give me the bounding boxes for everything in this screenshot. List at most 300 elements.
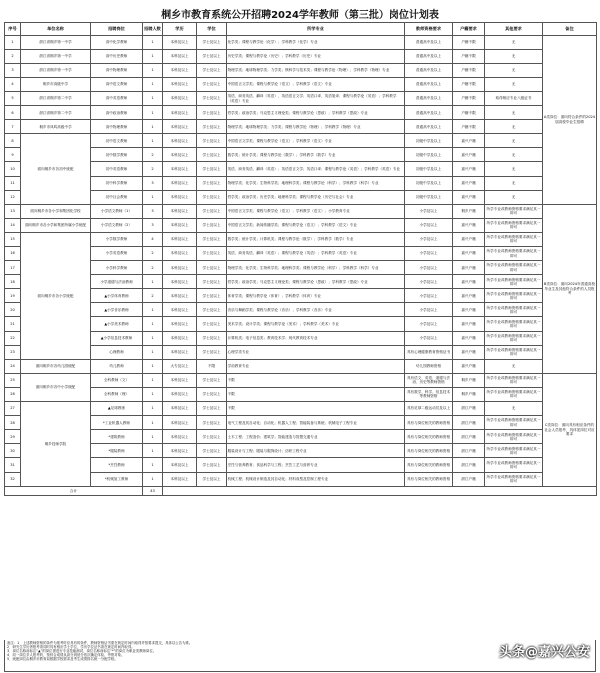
- table-total-row: [5, 486, 597, 496]
- cell-major: 英语、商务英语、翻译（英语）；课程与教学论（英语）；学科教学（英语）专业: [227, 247, 405, 261]
- cell-num: 1: [143, 402, 163, 416]
- cell-post: 高中化学教师: [91, 35, 143, 49]
- cell-major: 中国语言文学类；课程与教学论（语文）；学科教学（语文）；小学教育专业: [227, 204, 405, 218]
- cell-post: 小学道德与法治教师: [91, 275, 143, 289]
- cell-other: 无: [485, 35, 543, 49]
- cell-num: 2: [143, 289, 163, 303]
- cell-no: 4: [5, 77, 21, 91]
- cell-num: 1: [143, 359, 163, 373]
- cell-other: 所学专业或教师资格要求满足其一即可: [485, 261, 543, 275]
- cell-no: 30: [5, 444, 21, 458]
- cell-no: 22: [5, 331, 21, 345]
- cell-no: 10: [5, 162, 21, 176]
- cell-degree: 不限: [197, 359, 227, 373]
- cell-other: 所学专业或教师资格要求满足其一即可: [485, 303, 543, 317]
- cell-hukou: 嘉兴户籍: [453, 261, 485, 275]
- cell-degree: 学士及以上: [197, 472, 227, 486]
- cell-hukou: 户籍不限: [453, 91, 485, 105]
- cell-qual: 普通高中及以上: [405, 106, 453, 120]
- table-row: [5, 275, 597, 289]
- cell-degree: 学士及以上: [197, 218, 227, 232]
- cell-edu: 本科及以上: [163, 402, 197, 416]
- header-unit: 单位名称: [21, 23, 91, 36]
- cell-hukou: 嘉兴户籍: [453, 247, 485, 261]
- cell-major: 英语、商务英语、翻译（英语）、英语语言文学；英语口译、英语笔译；课程与教学论（英语）；学科教学（英语）专业: [227, 91, 405, 105]
- header-major: 所学专业: [227, 23, 405, 36]
- cell-hukou: 桐乡户籍: [453, 373, 485, 387]
- cell-hukou: 浙江户籍: [453, 416, 485, 430]
- cell-hukou: 嘉兴户籍: [453, 218, 485, 232]
- cell-no: 25: [5, 373, 21, 387]
- header-degree: 学位: [197, 23, 227, 36]
- cell-edu: 本科及以上: [163, 247, 197, 261]
- cell-no: 17: [5, 261, 21, 275]
- cell-qual: 普通高中及以上: [405, 35, 453, 49]
- cell-other: 所学专业或教师资格要求满足其一即可: [485, 345, 543, 359]
- table-body: [5, 35, 597, 496]
- table-row: [5, 134, 597, 148]
- cell-no: 23: [5, 345, 21, 359]
- cell-num: 1: [143, 63, 163, 77]
- cell-major: 中国语言文学类；课程与教学论（语文）；学科教学（语文）专业: [227, 77, 405, 91]
- cell-qual: 小学及以上: [405, 331, 453, 345]
- cell-major: 数学类；统计学类；课程与教学论（数学）；学科教学（数学）专业: [227, 148, 405, 162]
- cell-other: 所学专业或教师资格要求满足其一即可: [485, 289, 543, 303]
- cell-major: 哲学类；政治学类；历史学类；地理科学类；课程与教学论（历史与社会）专业: [227, 190, 405, 204]
- cell-unit: 桐乡市高级中学: [21, 77, 91, 91]
- cell-hukou: 浙江户籍: [453, 444, 485, 458]
- table-header-row: [5, 23, 597, 36]
- cell-qual: 初级中学及以上: [405, 176, 453, 190]
- cell-post: *服装教师: [91, 444, 143, 458]
- cell-major: 物理学类；地球物理学类；力学类；课程与教学论（物理）；学科教学（物理）专业: [227, 120, 405, 134]
- cell-other: 所学专业或教师资格要求满足其一即可: [485, 232, 543, 246]
- cell-qual: 小学及以上: [405, 204, 453, 218]
- cell-no: 29: [5, 430, 21, 444]
- cell-qual: 具有与岗位相关的教师资格: [405, 458, 453, 472]
- cell-edu: 本科及以上: [163, 373, 197, 387]
- table-row: [5, 373, 597, 387]
- cell-major: 不限: [227, 387, 405, 401]
- cell-qual: 具有与岗位相关的教师资格: [405, 472, 453, 486]
- table-row: [5, 416, 597, 430]
- cell-no: 2: [5, 49, 21, 63]
- cell-hukou: 浙江户籍: [453, 430, 485, 444]
- cell-post: 高中政治教师: [91, 106, 143, 120]
- cell-hukou: 嘉兴户籍: [453, 275, 485, 289]
- cell-degree: 学士及以上: [197, 120, 227, 134]
- table-row: [5, 148, 597, 162]
- cell-no: 16: [5, 247, 21, 261]
- cell-num: 1: [143, 91, 163, 105]
- table-row: [5, 444, 597, 458]
- cell-degree: 学士及以上: [197, 247, 227, 261]
- cell-hukou: 嘉兴户籍: [453, 317, 485, 331]
- cell-other: 无: [485, 77, 543, 91]
- cell-post: 小学语文教师（1）: [91, 204, 143, 218]
- cell-qual: 小学及以上: [405, 218, 453, 232]
- cell-qual: 普通高中及以上: [405, 91, 453, 105]
- cell-unit: 面向桐乡市各幼儿园统配: [21, 359, 91, 373]
- cell-major: 机械工程；机械设计制造及其自动化；材料成型及控制工程专业: [227, 472, 405, 486]
- cell-post: ▲小学美术教师: [91, 317, 143, 331]
- cell-hukou: 嘉兴户籍: [453, 359, 485, 373]
- cell-no: 13: [5, 204, 21, 218]
- cell-hukou: 桐乡户籍: [453, 387, 485, 401]
- cell-no: 6: [5, 106, 21, 120]
- table-row: [5, 120, 597, 134]
- cell-num: 1: [143, 373, 163, 387]
- cell-post: 初中社会教师: [91, 190, 143, 204]
- table-row: [5, 176, 597, 190]
- cell-post: *机械加工教师: [91, 472, 143, 486]
- cell-edu: 本科及以上: [163, 49, 197, 63]
- cell-no: 1: [5, 35, 21, 49]
- cell-hukou: 户籍不限: [453, 77, 485, 91]
- cell-unit: 浙江省桐乡第一中学: [21, 35, 91, 49]
- cell-no: 31: [5, 458, 21, 472]
- cell-qual: 普通高中及以上: [405, 77, 453, 91]
- cell-degree: 学士及以上: [197, 402, 227, 416]
- cell-qual: 初级中学及以上: [405, 190, 453, 204]
- cell-post: 小学科学教师: [91, 261, 143, 275]
- header-other: 其他要求: [485, 23, 543, 36]
- cell-major: 体育学类；课程与教学论（体育）；学科教学（体育）专业: [227, 289, 405, 303]
- cell-major: 不限: [227, 402, 405, 416]
- cell-num: 1: [143, 472, 163, 486]
- cell-post: 初中英语教师: [91, 162, 143, 176]
- cell-edu: 本科及以上: [163, 63, 197, 77]
- cell-no: 3: [5, 63, 21, 77]
- cell-post: 初中语文教师: [91, 134, 143, 148]
- cell-other: 所学专业或教师资格要求满足其一即可: [485, 458, 543, 472]
- cell-num: 1: [143, 416, 163, 430]
- cell-other: 所学专业或教师资格要求满足其一即可: [485, 275, 543, 289]
- cell-major: 美术学类；设计学类；课程与教学论（美术）；学科教学（美术）专业: [227, 317, 405, 331]
- cell-num: 1: [143, 134, 163, 148]
- cell-major: 心理学类专业: [227, 345, 405, 359]
- cell-degree: 学士及以上: [197, 49, 227, 63]
- cell-hukou: 嘉兴户籍: [453, 176, 485, 190]
- table-row: [5, 458, 597, 472]
- table-row: [5, 232, 597, 246]
- cell-qual: 初级中学及以上: [405, 148, 453, 162]
- cell-qual: 普通高中及以上: [405, 120, 453, 134]
- cell-no: 5: [5, 91, 21, 105]
- cell-degree: 学士及以上: [197, 444, 227, 458]
- cell-qual: 小学及以上: [405, 247, 453, 261]
- cell-degree: 学士及以上: [197, 35, 227, 49]
- cell-qual: 小学及以上: [405, 275, 453, 289]
- table-row: [5, 430, 597, 444]
- cell-no: 21: [5, 317, 21, 331]
- cell-major: 哲学类；政治学类；马克思主义理论类；课程与教学论（思政）；学科教学（思政）专业: [227, 106, 405, 120]
- cell-other: 所学专业或教师资格要求满足其一即可: [485, 218, 543, 232]
- total-value: 43: [143, 486, 163, 496]
- cell-other: 无: [485, 359, 543, 373]
- cell-num: 2: [143, 162, 163, 176]
- cell-post: ▲足球教练: [91, 402, 143, 416]
- cell-num: 1: [143, 331, 163, 345]
- table-row: [5, 345, 597, 359]
- cell-num: 1: [143, 430, 163, 444]
- cell-edu: 本科及以上: [163, 275, 197, 289]
- table-row: [5, 317, 597, 331]
- cell-degree: 学士及以上: [197, 176, 227, 190]
- cell-num: 1: [143, 77, 163, 91]
- cell-major: 服装设计与工程；服装与服饰设计；纺织工程专业: [227, 444, 405, 458]
- table-row: [5, 289, 597, 303]
- cell-edu: 本科及以上: [163, 176, 197, 190]
- cell-hukou: 嘉兴户籍: [453, 345, 485, 359]
- cell-num: 1: [143, 303, 163, 317]
- cell-num: 2: [143, 261, 163, 275]
- cell-edu: 本科及以上: [163, 77, 197, 91]
- cell-edu: 本科及以上: [163, 317, 197, 331]
- cell-hukou: 户籍不限: [453, 49, 485, 63]
- total-label: 合计: [5, 486, 143, 496]
- cell-degree: 学士及以上: [197, 91, 227, 105]
- cell-qual: 具有数学、科学、信息技术等教师资格: [405, 387, 453, 401]
- header-remark: 备注: [543, 23, 597, 36]
- cell-other: 无: [485, 106, 543, 120]
- cell-other: 无: [485, 190, 543, 204]
- cell-edu: 本科及以上: [163, 91, 197, 105]
- cell-post: 高中语文教师: [91, 77, 143, 91]
- cell-post: 全科教师（文）: [91, 373, 143, 387]
- table-row: [5, 77, 597, 91]
- cell-post: 小学语文教师（2）: [91, 218, 143, 232]
- cell-degree: 学士及以上: [197, 345, 227, 359]
- cell-qual: 具有足球二级运动员及以上: [405, 402, 453, 416]
- cell-edu: 本科及以上: [163, 35, 197, 49]
- cell-num: 1: [143, 458, 163, 472]
- cell-degree: 学士及以上: [197, 458, 227, 472]
- table-row: [5, 218, 597, 232]
- cell-num: 1: [143, 317, 163, 331]
- cell-qual: 小学及以上: [405, 232, 453, 246]
- table-row: [5, 247, 597, 261]
- cell-other: 所学专业或教师资格要求满足其一即可: [485, 317, 543, 331]
- cell-qual: 具有心理健康教育资格证书: [405, 345, 453, 359]
- cell-unit: 浙江省桐乡第二中学: [21, 106, 91, 120]
- cell-hukou: 嘉兴户籍: [453, 148, 485, 162]
- cell-edu: 本科及以上: [163, 416, 197, 430]
- header-edu: 学历: [163, 23, 197, 36]
- cell-edu: 本科及以上: [163, 331, 197, 345]
- cell-no: 7: [5, 120, 21, 134]
- cell-qual: 具有语文、英语、道德与法治、历史等教师资格: [405, 373, 453, 387]
- cell-num: 1: [143, 106, 163, 120]
- cell-no: 20: [5, 303, 21, 317]
- cell-hukou: 嘉兴户籍: [453, 331, 485, 345]
- cell-major: 化学类；课程与教学论（化学）；学科教学（化学）专业: [227, 35, 405, 49]
- cell-qual: 具有与岗位相关的教师资格: [405, 416, 453, 430]
- cell-qual: 小学及以上: [405, 303, 453, 317]
- cell-degree: 学士及以上: [197, 387, 227, 401]
- cell-post: 小学英语教师: [91, 247, 143, 261]
- cell-other: 所学专业或教师资格要求满足其一即可: [485, 204, 543, 218]
- cell-hukou: 嘉兴户籍: [453, 289, 485, 303]
- cell-num: 3: [143, 176, 163, 190]
- cell-edu: 本科及以上: [163, 134, 197, 148]
- cell-no: 15: [5, 232, 21, 246]
- cell-degree: 学士及以上: [197, 317, 227, 331]
- cell-no: 24: [5, 359, 21, 373]
- cell-unit: 浙江省桐乡第一中学: [21, 63, 91, 77]
- cell-unit: 桐乡市凤鸣高级中学: [21, 120, 91, 134]
- cell-other: 所学专业或教师资格要求满足其一即可: [485, 331, 543, 345]
- cell-edu: 本科及以上: [163, 444, 197, 458]
- table-row: [5, 261, 597, 275]
- cell-other: 所学专业或教师资格要求满足其一即可: [485, 416, 543, 430]
- table-row: [5, 63, 597, 77]
- cell-num: 4: [143, 232, 163, 246]
- document-title: 桐乡市教育系统公开招聘2024学年教师（第三批）岗位计划表: [161, 10, 439, 21]
- cell-hukou: 浙江户籍: [453, 402, 485, 416]
- cell-qual: 初级中学及以上: [405, 134, 453, 148]
- cell-num: 3: [143, 204, 163, 218]
- footnote-line: 备注：1．上述教师资格的条件为报考时应具有的条件，教师资格证书需在规定时间内取得并按要求提交，具体以公告为准。: [7, 641, 193, 645]
- cell-major: 物理学类；地球物理学类；力学类；核科学与技术类；课程与教学论（物理）；学科教学（物理）专业: [227, 63, 405, 77]
- cell-post: 高中物理教师: [91, 63, 143, 77]
- cell-post: 全科教师（理）: [91, 387, 143, 401]
- cell-num: 2: [143, 148, 163, 162]
- cell-other: 所学专业或教师资格要求满足其一即可: [485, 247, 543, 261]
- table-row: [5, 204, 597, 218]
- cell-other: 取得相应专业八级证书: [485, 91, 543, 105]
- cell-no: 26: [5, 387, 21, 401]
- cell-post: 心理教师: [91, 345, 143, 359]
- cell-other: 所学专业或教师资格要求满足其一即可: [485, 387, 543, 401]
- cell-post: 高中物理教师: [91, 120, 143, 134]
- cell-other: 所学专业或教师资格要求满足其一即可: [485, 373, 543, 387]
- cell-edu: 本科及以上: [163, 430, 197, 444]
- cell-other: 无: [485, 402, 543, 416]
- cell-hukou: 嘉兴户籍: [453, 190, 485, 204]
- cell-edu: 本科及以上: [163, 190, 197, 204]
- footnote-line: 3．岗位名称前标注“▲”的岗位需进行专业技能测试，岗位名称前标注“*”的岗位为职业类教师岗位。: [7, 649, 157, 654]
- cell-qual: 普通高中及以上: [405, 49, 453, 63]
- table-row: [5, 387, 597, 401]
- cell-qual: 小学及以上: [405, 261, 453, 275]
- cell-post: 初中科学教师: [91, 176, 143, 190]
- cell-unit: 浙江省桐乡第二中学: [21, 91, 91, 105]
- cell-num: 1: [143, 387, 163, 401]
- cell-no: 28: [5, 416, 21, 430]
- cell-other: 无: [485, 148, 543, 162]
- cell-major: 中国语言文学类；新闻传播学类；课程与教学论（语文）；学科教学（语文）专业: [227, 218, 405, 232]
- cell-post: ▲小学体育教师: [91, 289, 143, 303]
- cell-degree: 学士及以上: [197, 204, 227, 218]
- cell-post: ▲小学信息技术教师: [91, 331, 143, 345]
- cell-no: 32: [5, 472, 21, 486]
- footnote-line: 4．同一岗位多人报考的，按综合成绩从高分到低分依次确定体检、考察对象。: [7, 653, 125, 658]
- cell-degree: 学士及以上: [197, 289, 227, 303]
- table-row: [5, 162, 597, 176]
- cell-major: 中国语言文学类；课程与教学论（语文）；学科教学（语文）专业: [227, 134, 405, 148]
- cell-unit: 浙江省桐乡第一中学: [21, 49, 91, 63]
- cell-degree: 学士及以上: [197, 162, 227, 176]
- cell-other: 所学专业或教师资格要求满足其一即可: [485, 472, 543, 486]
- table-row: [5, 331, 597, 345]
- cell-edu: 本科及以上: [163, 162, 197, 176]
- header-no: 序号: [5, 23, 21, 36]
- table-row: [5, 402, 597, 416]
- cell-edu: 本科及以上: [163, 303, 197, 317]
- header-num: 招聘人数: [143, 23, 163, 36]
- cell-degree: 学士及以上: [197, 275, 227, 289]
- cell-unit: 面向桐乡市各小学和集团化学校: [21, 204, 91, 218]
- cell-post: *烹饪教师: [91, 458, 143, 472]
- footnote-line: 2．研究生学历者报考须同时具有相应学士学位，学历学位证书须在规定时间内取得。: [7, 645, 135, 650]
- cell-degree: 学士及以上: [197, 106, 227, 120]
- cell-qual: 具有与岗位相关的教师资格: [405, 444, 453, 458]
- cell-num: 1: [143, 345, 163, 359]
- recruitment-plan-table: [4, 22, 597, 496]
- cell-degree: 学士及以上: [197, 232, 227, 246]
- cell-no: 12: [5, 190, 21, 204]
- cell-post: 小学数学教师: [91, 232, 143, 246]
- cell-major: 音乐与舞蹈学类；课程与教学论（音乐）；学科教学（音乐）专业: [227, 303, 405, 317]
- cell-major: 电气工程及其自动化；自动化；机器人工程；智能装备与系统；机械电子工程专业: [227, 416, 405, 430]
- cell-post: 高中英语教师: [91, 91, 143, 105]
- footnote-line: 5．统配岗位由桐乡市教育局根据学校需求及考生成绩排名统一分配学校。: [7, 657, 118, 662]
- header-qual: 教师资格要求: [405, 23, 453, 36]
- cell-degree: 学士及以上: [197, 148, 227, 162]
- cell-num: 1: [143, 120, 163, 134]
- table-row: [5, 91, 597, 105]
- cell-degree: 学士及以上: [197, 303, 227, 317]
- cell-unit: 桐乡技师学院: [21, 402, 91, 487]
- cell-edu: 本科及以上: [163, 232, 197, 246]
- cell-num: 2: [143, 247, 163, 261]
- cell-qual: 幼儿园教师资格: [405, 359, 453, 373]
- total-blank: [163, 486, 597, 496]
- cell-post: 高中历史教师: [91, 49, 143, 63]
- cell-num: 1: [143, 444, 163, 458]
- cell-edu: 本科及以上: [163, 472, 197, 486]
- cell-num: 3: [143, 218, 163, 232]
- cell-hukou: 户籍不限: [453, 120, 485, 134]
- cell-no: 14: [5, 218, 21, 232]
- cell-other: 无: [485, 120, 543, 134]
- cell-hukou: 嘉兴户籍: [453, 232, 485, 246]
- cell-qual: 小学及以上: [405, 289, 453, 303]
- header-hukou: 户籍要求: [453, 23, 485, 36]
- cell-remark: B类岗位：面向2024年普通高校毕业生及其他符合条件的人员报考: [543, 204, 597, 373]
- cell-major: 英语、商务英语、翻译（英语）；英语语言文学；英语口译；课程与教学论（英语）；学科教学（英语）专业: [227, 162, 405, 176]
- cell-edu: 本科及以上: [163, 120, 197, 134]
- cell-num: 1: [143, 190, 163, 204]
- cell-other: 无: [485, 49, 543, 63]
- cell-major: 学前教育专业: [227, 359, 405, 373]
- table-row: [5, 303, 597, 317]
- cell-edu: 本科及以上: [163, 218, 197, 232]
- cell-edu: 本科及以上: [163, 261, 197, 275]
- table-row: [5, 35, 597, 49]
- cell-unit: 面向桐乡市各小学统配: [21, 232, 91, 359]
- cell-remark: A类岗位：面向符合条件的2024届高校毕业生招聘: [543, 35, 597, 204]
- cell-hukou: 户籍不限: [453, 35, 485, 49]
- cell-num: 1: [143, 35, 163, 49]
- cell-hukou: 浙江户籍: [453, 458, 485, 472]
- cell-post: ▲小学音乐教师: [91, 303, 143, 317]
- cell-no: 11: [5, 176, 21, 190]
- cell-major: 计算机类；电子信息类；教育技术学；现代教育技术专业: [227, 331, 405, 345]
- cell-edu: 本科及以上: [163, 289, 197, 303]
- cell-degree: 学士及以上: [197, 430, 227, 444]
